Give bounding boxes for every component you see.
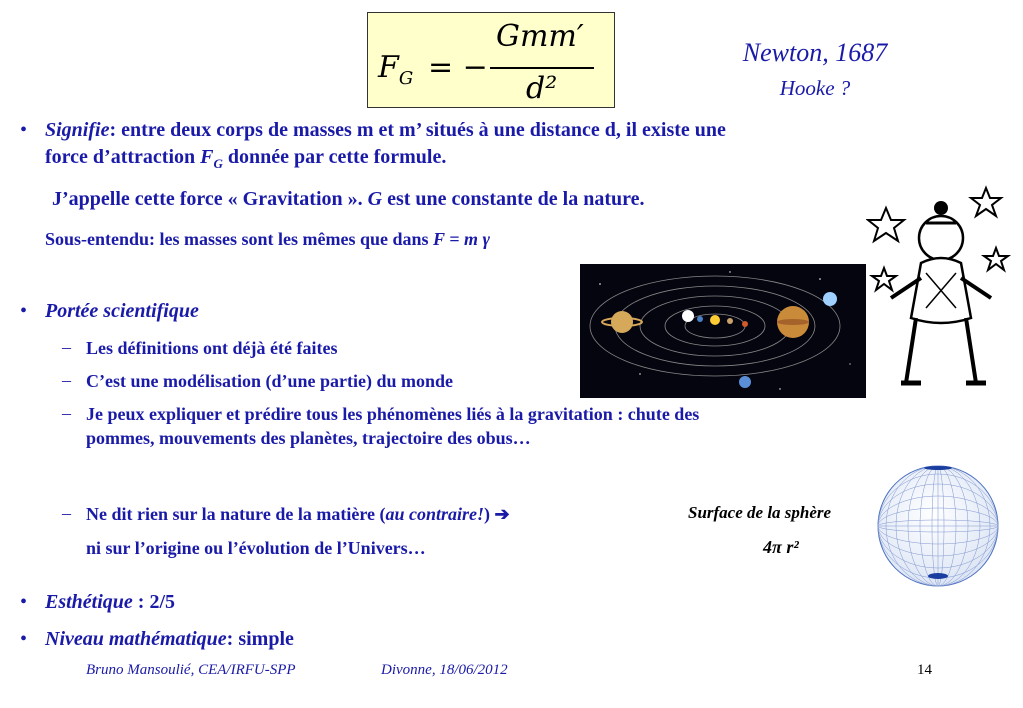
footer-place-date: Divonne, 18/06/2012 [381,662,508,678]
portee-sub4-text-2: ) [484,504,495,524]
bullet-signifie [45,117,955,177]
portee-sub2: C’est une modélisation (d’une partie) du monde [86,371,454,391]
signifie-text-2: force d’attraction [45,146,201,168]
dash-marker: – [62,337,71,357]
portee-sub3 [86,402,916,450]
page-number: 14 [917,662,932,678]
gravitation-formula-box [367,12,615,108]
newton-apple-cartoon [866,178,1016,394]
portee-label-text: Portée scientifique [45,300,199,322]
dash-marker: – [62,403,71,423]
bullet-dot: • [20,119,28,141]
attribution-newton: Newton, 1687 [742,38,888,67]
sous-entendu-text: Sous-entendu: les masses sont les mêmes que dans [45,229,434,249]
portee-sub4-line2: ni sur l’origine ou l’évolution de l’Univers… [86,538,426,558]
formula-lhs: $F_G$ [378,50,414,89]
niveau-value: : simple [226,628,294,650]
constant-g: G [367,188,383,210]
solar-system-image [580,264,866,398]
bullet-esthetique [45,589,175,616]
portee-label [45,298,199,325]
right-arrow-icon: ➔ [494,504,510,524]
bullet-dot: • [20,591,28,613]
signifie-label: Signifie [45,119,110,141]
formula-numerator: Gmm′ [496,19,584,54]
au-contraire: au contraire! [385,504,484,524]
formula-fraction-bar [490,67,594,69]
formula-equals: = − [428,50,488,85]
bullet-dot: • [20,300,28,322]
signifie-symbol-sub: G [213,156,223,171]
niveau-label: Niveau mathématique [45,628,227,650]
sous-entendu [45,227,645,251]
footer-author: Bruno Mansoulié, CEA/IRFU-SPP [86,662,296,678]
gravitation-definition-text-2: est une constante de la nature. [382,188,645,210]
portee-sub4 [86,502,676,526]
signifie-symbol: F [200,146,214,168]
attribution-hooke: Hooke ? [779,76,851,100]
bullet-niveau [45,626,294,653]
sphere-caption: Surface de la sphère [688,503,832,522]
gravitation-definition-text: J’appelle cette force « Gravitation ». [52,188,368,210]
portee-sub1: Les définitions ont déjà été faites [86,338,338,358]
gravitation-definition [52,186,872,213]
dash-marker: – [62,370,71,390]
wireframe-sphere-image [876,464,1000,588]
portee-sub3-line2: pommes, mouvements des planètes, trajectoire des obus… [86,428,531,448]
bullet-dot: • [20,628,28,650]
newton-second-law: F = m γ [433,229,490,249]
formula-denominator: d² [526,71,558,106]
signifie-text: : entre deux corps de masses m et m’ situés à une distance d, il existe une [109,119,726,141]
esthetique-value: : 2/5 [132,591,176,613]
esthetique-label: Esthétique [45,591,133,613]
dash-marker: – [62,503,71,523]
sphere-area-formula: 4π r² [763,537,799,557]
signifie-text-3: donnée par cette formule. [222,146,447,168]
portee-sub3-line1: Je peux expliquer et prédire tous les phénomènes liés à la gravitation : chute des [86,404,700,424]
portee-sub4-text: Ne dit rien sur la nature de la matière ( [86,504,386,524]
